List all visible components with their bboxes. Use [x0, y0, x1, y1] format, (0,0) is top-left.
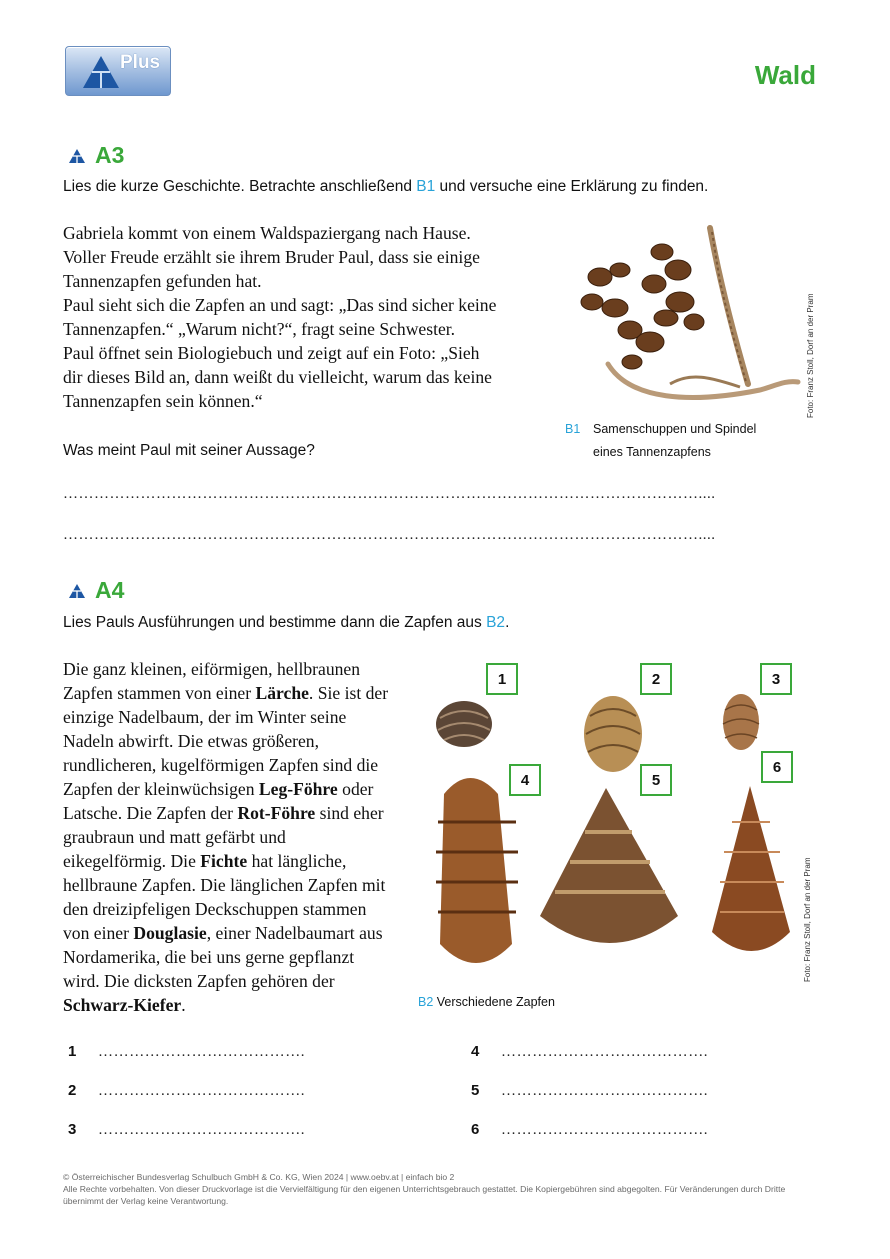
- description-text: oder Latsche. Die Zapfen der: [63, 779, 374, 823]
- story-line: Voller Freude erzählt sie ihrem Bruder Paul, dass sie einige: [63, 247, 480, 267]
- answer-blank[interactable]: ………………………………….: [501, 1044, 709, 1060]
- cone-scales-illustration: [570, 222, 802, 418]
- description-text: , einer Nadelbaumart aus Nordamerika, die bei uns gerne gepflanzt wird. Die dicksten Zapfen gehören der: [63, 923, 383, 991]
- instruction-text-end: und versuche eine Erklärung zu finden.: [435, 178, 709, 195]
- a3-question: Was meint Paul mit seiner Aussage?: [63, 442, 315, 459]
- story-line: dir dieses Bild an, dann weißt du vielleicht, warum das keine: [63, 367, 492, 387]
- cone-marker-1: 1: [486, 663, 518, 695]
- figure-reference-b2: B2: [486, 614, 506, 631]
- answer-blank[interactable]: ………………………………….: [501, 1083, 709, 1099]
- task-a3-heading: [68, 142, 124, 169]
- story-line: Paul sieht sich die Zapfen an und sagt: „Das sind sicher keine: [63, 295, 497, 315]
- description-text: sind eher graubraun und matt gefärbt und eikegelförmig. Die: [63, 803, 384, 871]
- logo-text: Plus: [120, 52, 161, 73]
- answer-number: 6: [471, 1121, 480, 1138]
- answer-line-1[interactable]: ……………………………………………………………………………………………………………....: [63, 486, 716, 502]
- answer-row-4: [471, 1043, 708, 1061]
- pyramid-icon: [68, 148, 86, 164]
- story-line: Paul öffnet sein Biologiebuch und zeigt auf ein Foto: „Sieh: [63, 343, 480, 363]
- answer-row-2: [68, 1082, 305, 1100]
- tree-name-larch: Lärche: [255, 683, 309, 703]
- figure-label-b1: B1: [565, 422, 581, 436]
- cone-3-illustration: [723, 694, 759, 750]
- answer-blank[interactable]: ………………………………….: [98, 1083, 306, 1099]
- cone-marker-3: 3: [760, 663, 792, 695]
- answer-number: 5: [471, 1082, 480, 1099]
- pyramid-logo-icon: [80, 53, 122, 91]
- story-line: Tannenzapfen gefunden hat.: [63, 271, 262, 291]
- a4-description: [63, 657, 393, 1017]
- answer-blank[interactable]: ………………………………….: [98, 1122, 306, 1138]
- cone-5-illustration: [540, 788, 678, 943]
- a3-story: [63, 221, 533, 413]
- footer-line-1: © Österreichischer Bundesverlag Schulbuch GmbH & Co. KG, Wien 2024 | www.oebv.at | einfach bio 2: [63, 1172, 455, 1182]
- answer-row-1: [68, 1043, 305, 1061]
- page-title: Wald: [754, 60, 816, 90]
- cones-illustration: [420, 652, 800, 982]
- description-text: . Sie ist der einzige Nadelbaum, der im Winter seine Nadeln abwirft. Die etwas größeren, rundlicheren, kugelförmigen Zapfen sind die Zapfen der kleinwüchsigen: [63, 683, 389, 799]
- b2-caption: [418, 991, 555, 1014]
- answer-number: 3: [68, 1121, 77, 1138]
- cone-marker-6: 6: [761, 751, 793, 783]
- task-a4-instruction: [63, 614, 509, 632]
- figure-label-b2: B2: [418, 995, 434, 1009]
- story-line: Gabriela kommt von einem Waldspaziergang nach Hause.: [63, 223, 471, 243]
- answer-number: 4: [471, 1043, 480, 1060]
- task-a3-id: A3: [95, 142, 125, 168]
- answer-number: 1: [68, 1043, 77, 1060]
- b1-photo-cone-scales-spindle: [570, 222, 802, 418]
- figure-reference-b1: B1: [416, 178, 436, 195]
- b2-photo-various-cones: [420, 652, 800, 982]
- cone-6-illustration: [712, 786, 790, 951]
- instruction-text: Lies die kurze Geschichte. Betrachte anschließend: [63, 178, 417, 195]
- task-a3-instruction: [63, 178, 708, 196]
- answer-blank[interactable]: ………………………………….: [98, 1044, 306, 1060]
- story-line: Tannenzapfen sein können.“: [63, 391, 263, 411]
- b2-photo-credit: Foto: Franz Stoll, Dorf an der Pram: [803, 857, 812, 982]
- answer-number: 2: [68, 1082, 77, 1099]
- copyright-footer: [63, 1171, 823, 1207]
- tree-name-black-pine: Schwarz-Kiefer: [63, 995, 182, 1015]
- instruction-text: Lies Pauls Ausführungen und bestimme dann die Zapfen aus: [63, 614, 487, 631]
- answer-row-5: [471, 1082, 708, 1100]
- b2-caption-text: Verschiedene Zapfen: [436, 995, 555, 1009]
- answer-blank[interactable]: ………………………………….: [501, 1122, 709, 1138]
- cone-marker-2: 2: [640, 663, 672, 695]
- instruction-text-end: .: [505, 614, 510, 631]
- story-line: Tannenzapfen.“ „Warum nicht?“, fragt seine Schwester.: [63, 319, 456, 339]
- footer-line-2: Alle Rechte vorbehalten. Von dieser Druckvorlage ist die Vervielfältigung für den eigenen Unterrichtsgebrauch gestattet. Die Kopiergebühren sind abgegolten. Für Veränderungen durch Dritte übernimmt der Verlag keine Verantwortung.: [63, 1184, 786, 1206]
- cone-1-illustration: [436, 701, 492, 747]
- publisher-plus-logo: [65, 46, 171, 96]
- cone-marker-4: 4: [509, 764, 541, 796]
- tree-name-spruce: Fichte: [200, 851, 248, 871]
- b1-photo-credit: Foto: Franz Stoll, Dorf an der Pram: [806, 293, 815, 418]
- task-a4-heading: [68, 577, 124, 604]
- cone-marker-5: 5: [640, 764, 672, 796]
- b1-caption: [565, 418, 757, 459]
- cone-2-illustration: [584, 696, 642, 772]
- tree-name-mountain-pine: Leg-Föhre: [258, 779, 338, 799]
- pyramid-icon: [68, 583, 86, 599]
- description-text: .: [181, 995, 186, 1015]
- cone-4-illustration: [436, 778, 518, 963]
- answer-line-2[interactable]: ……………………………………………………………………………………………………………....: [63, 527, 716, 543]
- tree-name-douglas-fir: Douglasie: [133, 923, 207, 943]
- description-text: Die ganz kleinen, eiförmigen, hellbraunen Zapfen stammen von einer: [63, 659, 361, 703]
- description-text: hat längliche, hellbraune Zapfen. Die länglichen Zapfen mit den dreizipfeligen Deckschuppen stammen von einer: [63, 851, 386, 943]
- tree-name-scots-pine: Rot-Föhre: [237, 803, 316, 823]
- b1-caption-line2: eines Tannenzapfens: [593, 445, 711, 459]
- answer-row-3: [68, 1121, 305, 1139]
- answer-row-6: [471, 1121, 708, 1139]
- task-a4-id: A4: [95, 577, 125, 603]
- b1-caption-line1: Samenschuppen und Spindel: [593, 422, 757, 436]
